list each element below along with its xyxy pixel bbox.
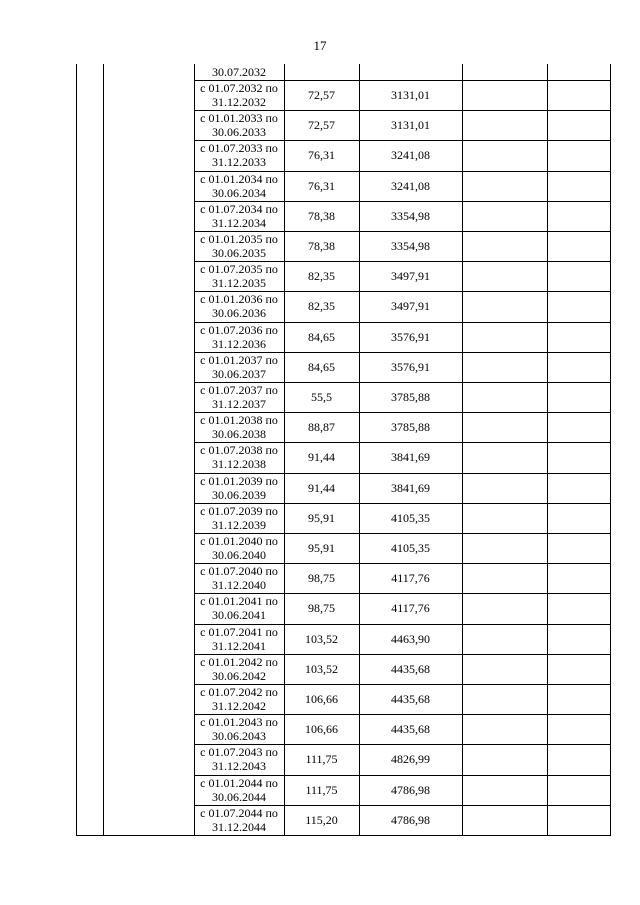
table-row xyxy=(194,291,611,321)
value2-cell: 4435,68 xyxy=(391,692,430,706)
table-row xyxy=(194,110,611,140)
period-start: с 01.07.2043 по xyxy=(200,745,278,760)
period-cell xyxy=(194,654,284,684)
period-start: с 01.07.2037 по xyxy=(200,383,278,397)
period-cell xyxy=(194,140,284,170)
period-end: 30.06.2040 xyxy=(212,548,266,562)
table-border xyxy=(103,64,104,835)
period-start: с 01.01.2033 по xyxy=(200,111,278,126)
period-start: с 01.01.2034 по xyxy=(200,171,278,186)
period-start: с 01.01.2036 по xyxy=(200,292,278,307)
period-end: 31.12.2032 xyxy=(212,95,266,109)
period-start: с 01.07.2035 по xyxy=(200,262,278,277)
period-start: с 01.01.2040 по xyxy=(200,534,278,548)
value1-cell: 95,91 xyxy=(308,510,335,525)
value1-cell: 84,65 xyxy=(308,359,335,374)
period-start: с 01.01.2043 по xyxy=(200,715,278,730)
value1-cell: 111,75 xyxy=(305,782,338,797)
period-start: с 01.07.2033 по xyxy=(200,141,278,156)
period-end: 31.12.2037 xyxy=(212,397,266,411)
period-end: 31.12.2041 xyxy=(212,638,266,653)
value1-cell: 76,31 xyxy=(308,178,335,193)
tariff-table xyxy=(76,64,611,836)
value1-cell: 72,57 xyxy=(308,88,335,102)
value1-cell: 106,66 xyxy=(305,722,338,737)
value2-cell: 4826,99 xyxy=(391,752,430,767)
value2-cell: 4435,68 xyxy=(391,661,430,676)
period-end: 31.12.2042 xyxy=(212,699,266,713)
table-row xyxy=(194,503,611,533)
continued-period-end: 30.07.2032 xyxy=(212,65,266,79)
period-cell xyxy=(194,201,284,231)
period-end: 30.06.2033 xyxy=(212,125,266,140)
value2-cell: 3785,88 xyxy=(391,420,430,435)
period-start: с 01.01.2041 по xyxy=(200,594,278,609)
period-cell xyxy=(194,775,284,805)
period-end: 31.12.2034 xyxy=(212,215,266,230)
period-end: 31.12.2036 xyxy=(212,336,266,351)
value1-cell: 55,5 xyxy=(311,390,332,404)
period-end: 30.06.2044 xyxy=(212,789,266,804)
value2-cell: 3131,01 xyxy=(391,118,430,133)
value2-cell: 4105,35 xyxy=(391,541,430,555)
period-start: с 01.07.2034 по xyxy=(200,201,278,216)
period-end: 31.12.2043 xyxy=(212,759,266,774)
table-row xyxy=(194,352,611,382)
value2-cell: 4117,76 xyxy=(391,601,430,616)
value2-cell: 4117,76 xyxy=(391,571,430,586)
period-cell xyxy=(194,80,284,110)
period-cell xyxy=(194,261,284,291)
value1-cell: 78,38 xyxy=(308,208,335,223)
period-cell xyxy=(194,563,284,593)
period-end: 30.06.2035 xyxy=(212,246,266,260)
period-cell xyxy=(194,231,284,261)
period-cell xyxy=(194,110,284,140)
table-row xyxy=(194,201,611,231)
table-row xyxy=(194,805,611,835)
value2-cell: 4435,68 xyxy=(391,722,430,737)
value2-cell: 4105,35 xyxy=(391,510,430,525)
period-end: 30.06.2042 xyxy=(212,668,266,683)
period-cell xyxy=(194,714,284,744)
period-start: с 01.07.2040 по xyxy=(200,564,278,579)
period-end: 30.06.2043 xyxy=(212,729,266,744)
value1-cell: 84,65 xyxy=(308,329,335,344)
value2-cell: 4463,90 xyxy=(391,631,430,646)
value1-cell: 111,75 xyxy=(305,752,338,767)
table-row xyxy=(194,624,611,654)
value2-cell: 3841,69 xyxy=(391,480,430,495)
table-row xyxy=(194,654,611,684)
period-start: с 01.07.2036 по xyxy=(200,322,278,337)
period-end: 30.06.2041 xyxy=(212,608,266,623)
table-row xyxy=(194,533,611,563)
period-start: с 01.01.2042 по xyxy=(200,654,278,669)
table-bottom-border xyxy=(76,835,611,836)
table-border xyxy=(76,64,77,835)
period-end: 31.12.2038 xyxy=(212,457,266,472)
period-start: с 01.01.2035 по xyxy=(200,232,278,246)
period-cell xyxy=(194,382,284,412)
value1-cell: 76,31 xyxy=(308,148,335,163)
period-cell xyxy=(194,744,284,774)
period-cell xyxy=(194,503,284,533)
value2-cell: 3131,01 xyxy=(391,88,430,102)
period-start: с 01.07.2041 по xyxy=(200,624,278,639)
period-start: с 01.01.2038 по xyxy=(200,413,278,428)
table-row xyxy=(194,140,611,170)
table-row xyxy=(194,171,611,201)
period-end: 31.12.2044 xyxy=(212,819,266,834)
period-end: 30.06.2034 xyxy=(212,185,266,200)
table-row xyxy=(194,231,611,261)
value2-cell: 4786,98 xyxy=(391,782,430,797)
value2-cell: 3576,91 xyxy=(391,359,430,374)
table-row xyxy=(194,684,611,714)
table-row xyxy=(194,442,611,472)
period-end: 31.12.2033 xyxy=(212,155,266,170)
period-cell xyxy=(194,412,284,442)
period-start: с 01.07.2044 по xyxy=(200,805,278,820)
period-cell xyxy=(194,624,284,654)
value1-cell: 82,35 xyxy=(308,269,335,284)
period-start: с 01.07.2039 по xyxy=(200,503,278,518)
page-number: 17 xyxy=(313,38,327,53)
value1-cell: 98,75 xyxy=(308,571,335,586)
value1-cell: 82,35 xyxy=(308,299,335,314)
period-start: с 01.01.2044 по xyxy=(200,775,278,790)
period-cell xyxy=(194,684,284,714)
table-row xyxy=(194,261,611,291)
value2-cell: 3576,91 xyxy=(391,329,430,344)
period-cell xyxy=(194,442,284,472)
period-cell xyxy=(194,805,284,835)
value1-cell: 98,75 xyxy=(308,601,335,616)
table-row xyxy=(194,775,611,805)
table-row xyxy=(194,593,611,623)
value2-cell: 3841,69 xyxy=(391,450,430,465)
period-end: 30.06.2038 xyxy=(212,427,266,442)
period-end: 31.12.2040 xyxy=(212,578,266,593)
value1-cell: 88,87 xyxy=(308,420,335,435)
value1-cell: 72,57 xyxy=(308,118,335,133)
period-cell xyxy=(194,473,284,503)
period-cell xyxy=(194,171,284,201)
period-cell xyxy=(194,291,284,321)
table-row xyxy=(194,744,611,774)
value2-cell: 3241,08 xyxy=(391,178,430,193)
table-row xyxy=(194,322,611,352)
table-row xyxy=(194,473,611,503)
table-row xyxy=(194,412,611,442)
value2-cell: 3497,91 xyxy=(391,299,430,314)
period-end: 30.06.2036 xyxy=(212,306,266,321)
period-start: с 01.01.2037 по xyxy=(200,352,278,367)
value2-cell: 3354,98 xyxy=(391,239,430,253)
period-end: 31.12.2039 xyxy=(212,517,266,532)
period-end: 31.12.2035 xyxy=(212,276,266,291)
period-cell xyxy=(194,352,284,382)
period-end: 30.06.2037 xyxy=(212,366,266,381)
value1-cell: 103,52 xyxy=(305,661,338,676)
value2-cell: 3354,98 xyxy=(391,208,430,223)
period-cell xyxy=(194,533,284,563)
value2-cell: 3785,88 xyxy=(391,390,430,404)
period-start: с 01.07.2032 по xyxy=(200,81,278,95)
period-start: с 01.07.2038 по xyxy=(200,443,278,458)
value2-cell: 3241,08 xyxy=(391,148,430,163)
table-row xyxy=(194,563,611,593)
period-cell xyxy=(194,322,284,352)
value1-cell: 91,44 xyxy=(308,480,335,495)
value1-cell: 115,20 xyxy=(305,812,338,827)
table-row xyxy=(194,714,611,744)
period-start: с 01.01.2039 по xyxy=(200,473,278,488)
value2-cell: 4786,98 xyxy=(391,812,430,827)
table-row xyxy=(194,80,611,110)
value1-cell: 91,44 xyxy=(308,450,335,465)
table-row xyxy=(194,382,611,412)
value1-cell: 95,91 xyxy=(308,541,335,555)
value1-cell: 103,52 xyxy=(305,631,338,646)
period-end: 30.06.2039 xyxy=(212,487,266,502)
period-start: с 01.07.2042 по xyxy=(200,685,278,699)
value2-cell: 3497,91 xyxy=(391,269,430,284)
period-cell xyxy=(194,593,284,623)
value1-cell: 78,38 xyxy=(308,239,335,253)
value1-cell: 106,66 xyxy=(305,692,338,706)
